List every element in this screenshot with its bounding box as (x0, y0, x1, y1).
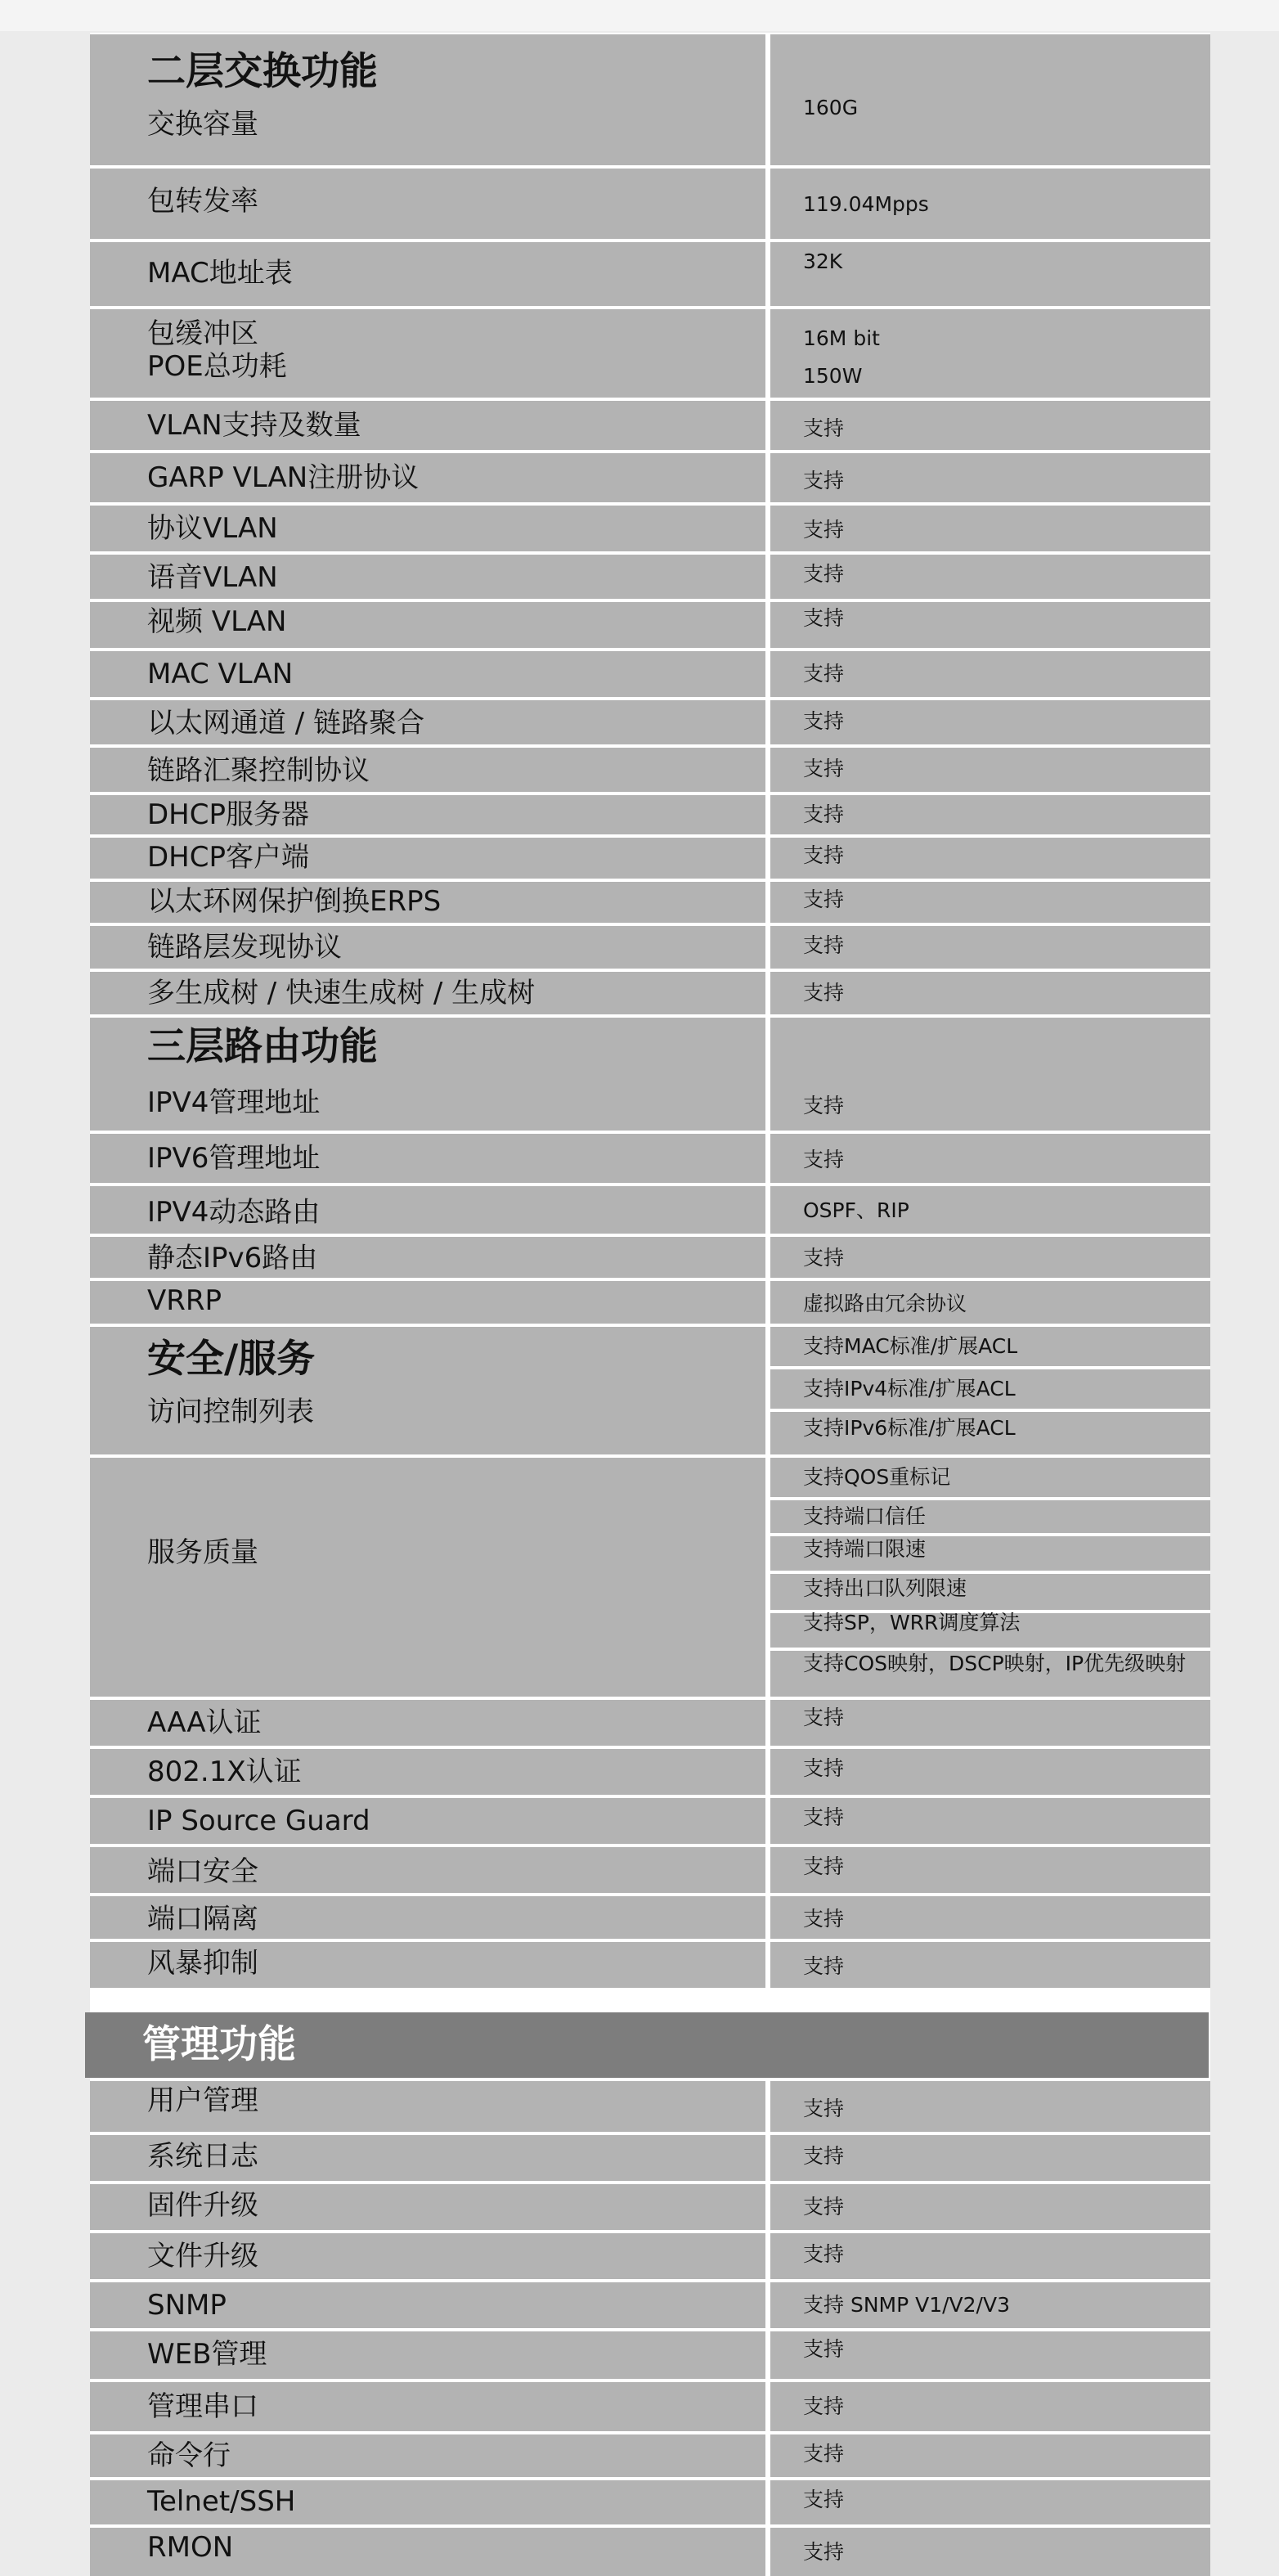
spec-label: 协议VLAN (147, 512, 278, 545)
spec-value: 支持 (803, 662, 845, 686)
spec-value: 支持 (803, 2394, 845, 2418)
spec-label: MAC VLAN (147, 658, 294, 690)
spec-value: 支持COS映射，DSCP映射，IP优先级映射 (803, 1652, 1187, 1675)
spec-label: 视频 VLAN (147, 605, 287, 638)
spec-value: 支持 (803, 1954, 845, 1978)
spec-label-poe: POE总功耗 (147, 350, 287, 383)
spec-row-qos (90, 1458, 1210, 1697)
spec-value: 支持 (803, 469, 845, 492)
spec-label-buffer: 包缓冲区 (147, 317, 258, 350)
spec-row (90, 2480, 1210, 2524)
spec-value: 支持 (803, 416, 845, 440)
spec-label: 访问控制列表 (147, 1396, 314, 1428)
spec-label: 用户管理 (147, 2084, 258, 2117)
section-heading-layer3: 三层路由功能 (147, 1024, 378, 1069)
spec-row (90, 2434, 1210, 2477)
spec-row (90, 2282, 1210, 2328)
spec-label: VRRP (147, 1284, 222, 1317)
spec-value: 支持 SNMP V1/V2/V3 (803, 2293, 1010, 2317)
spec-value: 支持 (803, 2097, 845, 2120)
spec-value: 支持 (803, 1246, 845, 1270)
spec-label: 多生成树 / 快速生成树 / 生成树 (147, 977, 536, 1009)
spec-value: 支持端口限速 (803, 1537, 927, 1561)
spec-row (90, 453, 1210, 502)
spec-label: 文件升级 (147, 2240, 258, 2273)
spec-row (90, 1749, 1210, 1795)
spec-row-acl (90, 1327, 1210, 1454)
spec-label: VLAN支持及数量 (147, 409, 361, 442)
section-heading-layer2: 二层交换功能 (147, 49, 378, 94)
spec-value: 支持 (803, 888, 845, 911)
spec-value: 支持IPv6标准/扩展ACL (803, 1416, 1016, 1440)
spec-label: 静态IPv6路由 (147, 1242, 318, 1275)
spec-row (90, 1700, 1210, 1746)
spec-value: 支持 (803, 2540, 845, 2564)
spec-value: 支持 (803, 1094, 845, 1117)
spec-row (90, 1896, 1210, 1939)
spec-value: 支持 (803, 518, 845, 542)
spec-row (90, 748, 1210, 792)
spec-row (90, 2528, 1210, 2576)
spec-value: 支持 (803, 1148, 845, 1171)
spec-row-mac-table (90, 242, 1210, 306)
spec-value: 支持 (803, 2488, 845, 2511)
spec-value-buffer: 16M bit (803, 326, 880, 350)
spec-label: 系统日志 (147, 2140, 258, 2173)
spec-value: 支持 (803, 606, 845, 630)
spec-label: 固件升级 (147, 2189, 258, 2222)
spec-row-forwarding-rate (90, 169, 1210, 239)
spec-value: 支持SP，WRR调度算法 (803, 1611, 1021, 1634)
spec-row-ipv4-mgmt (90, 1018, 1210, 1131)
spec-value: 支持 (803, 981, 845, 1005)
section-heading-security: 安全/服务 (147, 1337, 316, 1382)
spec-label: Telnet/SSH (147, 2485, 296, 2518)
top-strip (0, 0, 1279, 31)
spec-row (90, 2331, 1210, 2379)
spec-value: 支持 (803, 2442, 845, 2466)
spec-value: 支持 (803, 1756, 845, 1780)
spec-value: 虚拟路由冗余协议 (803, 1292, 967, 1315)
spec-label: 以太网通道 / 链路聚合 (147, 707, 425, 740)
spec-label: IPV6管理地址 (147, 1142, 321, 1175)
spec-value: 支持IPv4标准/扩展ACL (803, 1377, 1016, 1400)
spec-label: 命令行 (147, 2439, 231, 2472)
spec-row (90, 401, 1210, 450)
spec-row (90, 1237, 1210, 1278)
spec-label: 风暴抑制 (147, 1947, 258, 1980)
spec-label: 管理串口 (147, 2390, 258, 2423)
spec-row (90, 555, 1210, 599)
spec-value: 支持端口信任 (803, 1504, 927, 1528)
spec-row (90, 1798, 1210, 1844)
spec-value: 支持 (803, 1706, 845, 1729)
spec-label: GARP VLAN注册协议 (147, 461, 420, 494)
spec-label: MAC地址表 (147, 257, 293, 290)
spec-value: 支持QOS重标记 (803, 1465, 951, 1489)
spec-row (90, 882, 1210, 923)
spec-value: 160G (803, 96, 859, 119)
spec-value: 支持MAC标准/扩展ACL (803, 1334, 1018, 1358)
spec-label: AAA认证 (147, 1706, 262, 1739)
spec-label: IP Source Guard (147, 1805, 370, 1837)
spec-label: 链路汇聚控制协议 (147, 754, 370, 787)
spec-row (90, 602, 1210, 648)
spec-row (90, 2382, 1210, 2431)
spec-row (90, 795, 1210, 834)
section-header-management (85, 2012, 1209, 2078)
spec-value: 支持 (803, 1854, 845, 1878)
spec-row-switching-capacity (90, 34, 1210, 165)
spec-label: 802.1X认证 (147, 1756, 302, 1788)
spec-label: SNMP (147, 2289, 227, 2322)
spec-row (90, 506, 1210, 551)
spec-row (90, 926, 1210, 969)
spec-value: 支持 (803, 2337, 845, 2361)
spec-label: DHCP客户端 (147, 841, 309, 874)
spec-row (90, 700, 1210, 744)
spec-row (90, 838, 1210, 879)
spec-row (90, 1134, 1210, 1183)
spec-value: 支持 (803, 2242, 845, 2266)
spec-row (90, 651, 1210, 697)
spec-row (90, 2184, 1210, 2230)
spec-label: 端口安全 (147, 1855, 258, 1888)
spec-value: 支持出口队列限速 (803, 1576, 967, 1600)
spec-value: 119.04Mpps (803, 192, 929, 216)
spec-label: 语音VLAN (147, 561, 278, 594)
spec-row (90, 1847, 1210, 1893)
spec-row (90, 2081, 1210, 2132)
spec-label: IPV4管理地址 (147, 1086, 321, 1119)
spec-value: 支持 (803, 802, 845, 826)
spec-value: 支持 (803, 562, 845, 586)
spec-row (90, 2233, 1210, 2279)
spec-label: 端口隔离 (147, 1903, 258, 1935)
spec-value: 支持 (803, 709, 845, 733)
spec-row (90, 2135, 1210, 2181)
spec-value: 支持 (803, 933, 845, 957)
section-heading-management: 管理功能 (142, 2022, 296, 2067)
spec-row (90, 1942, 1210, 1988)
spec-value: 支持 (803, 2144, 845, 2168)
spec-row (90, 1281, 1210, 1324)
spec-label: 包转发率 (147, 185, 258, 218)
spec-row (90, 1186, 1210, 1234)
spec-value: 32K (803, 250, 843, 273)
spec-value: OSPF、RIP (803, 1198, 909, 1222)
spec-label: IPV4动态路由 (147, 1196, 321, 1229)
spec-label: 服务质量 (147, 1536, 258, 1569)
spec-label: RMON (147, 2531, 234, 2564)
spec-value: 支持 (803, 1805, 845, 1829)
spec-label: WEB管理 (147, 2338, 267, 2371)
spec-value: 支持 (803, 2195, 845, 2219)
spec-label: 以太环网保护倒换ERPS (147, 885, 442, 918)
spec-label: 链路层发现协议 (147, 931, 342, 964)
spec-label: DHCP服务器 (147, 798, 309, 831)
spec-row (90, 972, 1210, 1014)
spec-value: 支持 (803, 757, 845, 780)
spec-value-poe: 150W (803, 364, 863, 388)
spec-row-buffer-poe (90, 309, 1210, 398)
spec-value: 支持 (803, 843, 845, 867)
spec-value: 支持 (803, 1907, 845, 1931)
spec-label: 交换容量 (147, 108, 258, 141)
